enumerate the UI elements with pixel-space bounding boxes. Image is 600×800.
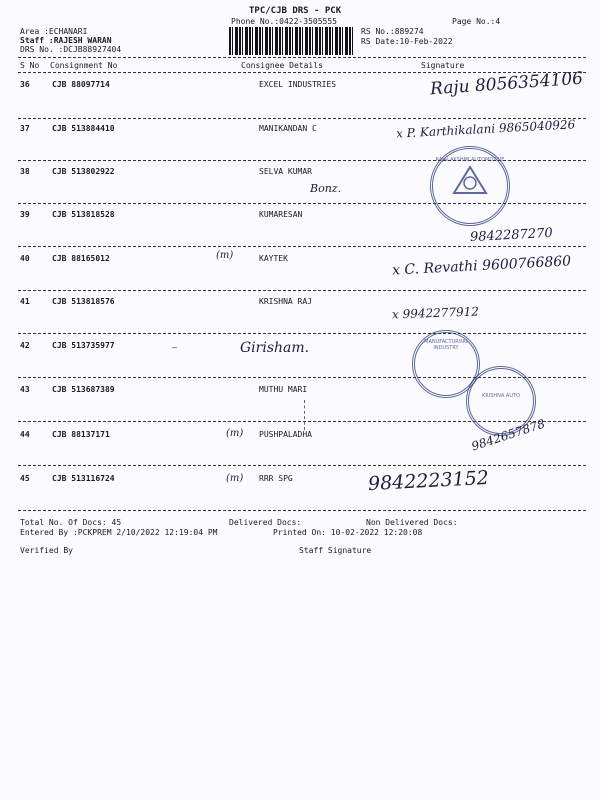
divider [18, 72, 586, 73]
row-44-sno: 44 [20, 430, 30, 439]
staff-label: Staff :RAJESH WARAN [20, 36, 112, 45]
handwritten-signature: x P. Karthikalani 9865040926 [395, 117, 576, 141]
handwritten-mark: (m) [226, 428, 244, 439]
handwritten-signature: Girisham. [240, 340, 310, 356]
stamp-text: MANUFACTURING INDUSTRY [424, 339, 468, 351]
row-36-sno: 36 [20, 80, 30, 89]
dash-mark: – [172, 343, 177, 352]
row-42-consignment: CJB 513735977 [52, 341, 115, 350]
logo-icon [450, 163, 490, 197]
col-header-consignee: Consignee Details [241, 61, 323, 70]
row-39-consignee: KUMARESAN [259, 210, 303, 219]
row-41-consignment: CJB 513818576 [52, 297, 115, 306]
stamp-text: RAJALAKSHMI AUTOMOTIVE [435, 157, 505, 163]
divider [18, 57, 586, 58]
row-40-sno: 40 [20, 254, 30, 263]
row-40-consignment: CJB 88165012 [52, 254, 110, 263]
row-45-consignee: RRR SPG [259, 474, 293, 483]
row-divider [18, 246, 586, 247]
page-number: Page No.:4 [452, 17, 501, 26]
row-39-consignment: CJB 513818528 [52, 210, 115, 219]
non-delivered-docs: Non Delivered Docs: [366, 518, 458, 527]
delivered-docs: Delivered Docs: [229, 518, 302, 527]
col-header-signature: Signature [421, 61, 465, 70]
row-divider [18, 118, 586, 119]
phone-number: Phone No.:0422-3505555 [231, 17, 337, 26]
rs-number: RS No.:889274 [361, 27, 424, 36]
handwritten-signature: Raju 8056354106 [429, 68, 584, 100]
stamp-text: KRISHNA AUTO [482, 393, 520, 399]
area-label: Area :ECHANARI [20, 27, 88, 36]
handwritten-signature: Bonz. [310, 182, 342, 195]
row-43-consignee: MUTHU MARI [259, 385, 308, 394]
row-38-sno: 38 [20, 167, 30, 176]
row-44-consignment: CJB 88137171 [52, 430, 110, 439]
document-title: TPC/CJB DRS - PCK [249, 6, 342, 16]
row-40-consignee: KAYTEK [259, 254, 288, 263]
row-45-sno: 45 [20, 474, 30, 483]
col-header-sno: S No [20, 61, 40, 70]
printed-on: Printed On: 10-02-2022 12:20:08 [273, 528, 423, 537]
row-37-consignment: CJB 513884410 [52, 124, 115, 133]
handwritten-signature: x C. Revathi 9600766860 [391, 253, 572, 279]
handwritten-signature: 9842657878 [469, 416, 547, 454]
row-41-sno: 41 [20, 297, 30, 306]
verified-by: Verified By [20, 546, 73, 555]
barcode [229, 27, 355, 55]
handwritten-signature: 9842287270 [469, 225, 554, 246]
total-docs: Total No. Of Docs: 45 [20, 518, 122, 527]
handwritten-signature: 9842223152 [367, 466, 490, 496]
row-36-consignee: EXCEL INDUSTRIES [259, 80, 337, 89]
row-43-sno: 43 [20, 385, 30, 394]
row-divider [18, 465, 586, 466]
row-36-consignment: CJB 88097714 [52, 80, 110, 89]
company-stamp [430, 146, 510, 226]
staff-signature: Staff Signature [299, 546, 372, 555]
row-43-consignment: CJB 513687389 [52, 385, 115, 394]
row-37-consignee: MANIKANDAN C [259, 124, 317, 133]
row-divider [18, 290, 586, 291]
row-39-sno: 39 [20, 210, 30, 219]
row-37-sno: 37 [20, 124, 30, 133]
handwritten-mark: (m) [216, 250, 234, 261]
vertical-mark [304, 400, 305, 430]
row-38-consignment: CJB 513802922 [52, 167, 115, 176]
row-45-consignment: CJB 513116724 [52, 474, 115, 483]
rs-date: RS Date:10-Feb-2022 [361, 37, 453, 46]
drs-number: DRS No. :DCJB88927404 [20, 45, 122, 54]
row-44-consignee: PUSHPALADHA [259, 430, 312, 439]
row-divider [18, 333, 586, 334]
handwritten-mark: (m) [226, 473, 244, 484]
entered-by: Entered By :PCKPREM 2/10/2022 12:19:04 PM [20, 528, 218, 537]
handwritten-signature: x 9942277912 [391, 304, 480, 322]
row-42-sno: 42 [20, 341, 30, 350]
row-38-consignee: SELVA KUMAR [259, 167, 312, 176]
col-header-consignment: Consignment No [50, 61, 118, 70]
row-divider [18, 510, 586, 511]
row-41-consignee: KRISHNA RAJ [259, 297, 312, 306]
